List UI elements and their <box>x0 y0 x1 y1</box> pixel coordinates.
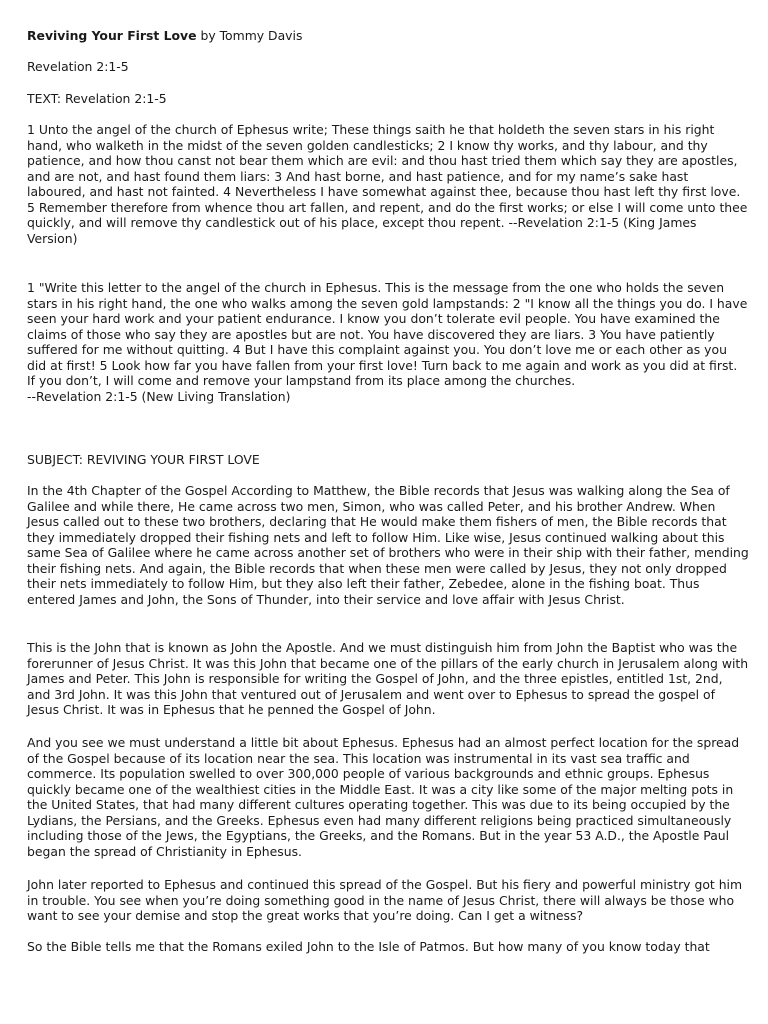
body-paragraph: This is the John that is known as John the Apostle. And we must distinguish him from John the Baptist who was the forerunner of Jesus Christ. It was this John that became one of the pillars of the early church in Jerusalem along with James and Peter. This John is responsible for writing the Gospel of John, and the three epistles, entitled 1st, 2nd, and 3rd John. It was this John that ventured out of Jerusalem and went over to Ephesus to spread the gospel of Jesus Christ. It was in Ephesus that he penned the Gospel of John. <box>27 640 749 717</box>
nlt-passage <box>27 280 749 404</box>
body-paragraph: John later reported to Ephesus and continued this spread of the Gospel. But his fiery and powerful ministry got him in trouble. You see when you’re doing something good in the name of Jesus Christ, there will always be those who want to see your demise and stop the great works that you’re doing. Can I get a witness? <box>27 877 743 923</box>
nlt-citation: --Revelation 2:1-5 (New Living Translation) <box>27 388 291 404</box>
subject-heading: SUBJECT: REVIVING YOUR FIRST LOVE <box>27 452 260 467</box>
document-title: Reviving Your First Love <box>27 28 197 43</box>
text-label: TEXT: Revelation 2:1-5 <box>27 91 167 106</box>
body-paragraph: So the Bible tells me that the Romans exiled John to the Isle of Patmos. But how many of you know today that <box>27 939 710 954</box>
body-paragraph: And you see we must understand a little bit about Ephesus. Ephesus had an almost perfect location for the spread of the Gospel because of its location near the sea. This location was instrumental in its vast sea traffic and commerce. Its population swelled to over 300,000 people of various backgrounds and ethnic groups. Ephesus quickly became one of the wealthiest cities in the Middle East. It was a city like some of the major melting pots in the United States, that had many different cultures operating together. This was due to its being occupied by the Lydians, the Persians, and the Greeks. Ephesus even had many different religions being practiced simultaneously including those of the Jews, the Egyptians, the Greeks, and the Romans. But in the year 53 A.D., the Apostle Paul began the spread of Christianity in Ephesus. <box>27 735 740 859</box>
body-paragraph: In the 4th Chapter of the Gospel According to Matthew, the Bible records that Jesus was walking along the Sea of Galilee and while there, He came across two men, Simon, who was called Peter, and his brother Andrew. When Jesus called out to these two brothers, declaring that He would make them fishers of men, the Bible records that they immediately dropped their fishing nets and left to follow Him. Like wise, Jesus continued walking about this same Sea of Galilee where he came across another set of brothers who were in their ship with their father, mending their fishing nets. And again, the Bible records that when these men were called by Jesus, they not only dropped their nets immediately to follow Him, but they also left their father, Zebedee, alone in the fishing boat. Thus entered James and John, the Sons of Thunder, into their service and love affair with Jesus Christ. <box>27 483 749 607</box>
author-byline: by Tommy Davis <box>196 28 303 43</box>
nlt-body: 1 "Write this letter to the angel of the church in Ephesus. This is the message from the one who holds the seven stars in his right hand, the one who walks among the seven gold lampstands: 2 "I know all the things you do. I have seen your hard work and your patient endurance. I know you don’t tolerate evil people. You have examined the claims of those who say they are apostles but are not. You have discovered they are liars. 3 You have patiently suffered for me without quitting. 4 But I have this complaint against you. You don’t love me or each other as you did at first! 5 Look how far you have fallen from your first love! Turn back to me again and work as you did at first. If you don’t, I will come and remove your lampstand from its place among the churches. <box>27 280 748 388</box>
title-line <box>27 28 749 44</box>
scripture-reference: Revelation 2:1-5 <box>27 59 129 74</box>
kjv-passage: 1 Unto the angel of the church of Ephesus write; These things saith he that holdeth the seven stars in his right hand, who walketh in the midst of the seven golden candlesticks; 2 I know thy works, and thy labour, and thy patience, and how thou canst not bear them which are evil: and thou hast tried them which say they are apostles, and are not, and hast found them liars: 3 And hast borne, and hast patience, and for my name’s sake hast laboured, and hast not fainted. 4 Nevertheless I have somewhat against thee, because thou hast left thy first love. 5 Remember therefore from whence thou art fallen, and repent, and do the first works; or else I will come unto thee quickly, and will remove thy candlestick out of his place, except thou repent. --Revelation 2:1-5 (King James Version) <box>27 122 748 246</box>
